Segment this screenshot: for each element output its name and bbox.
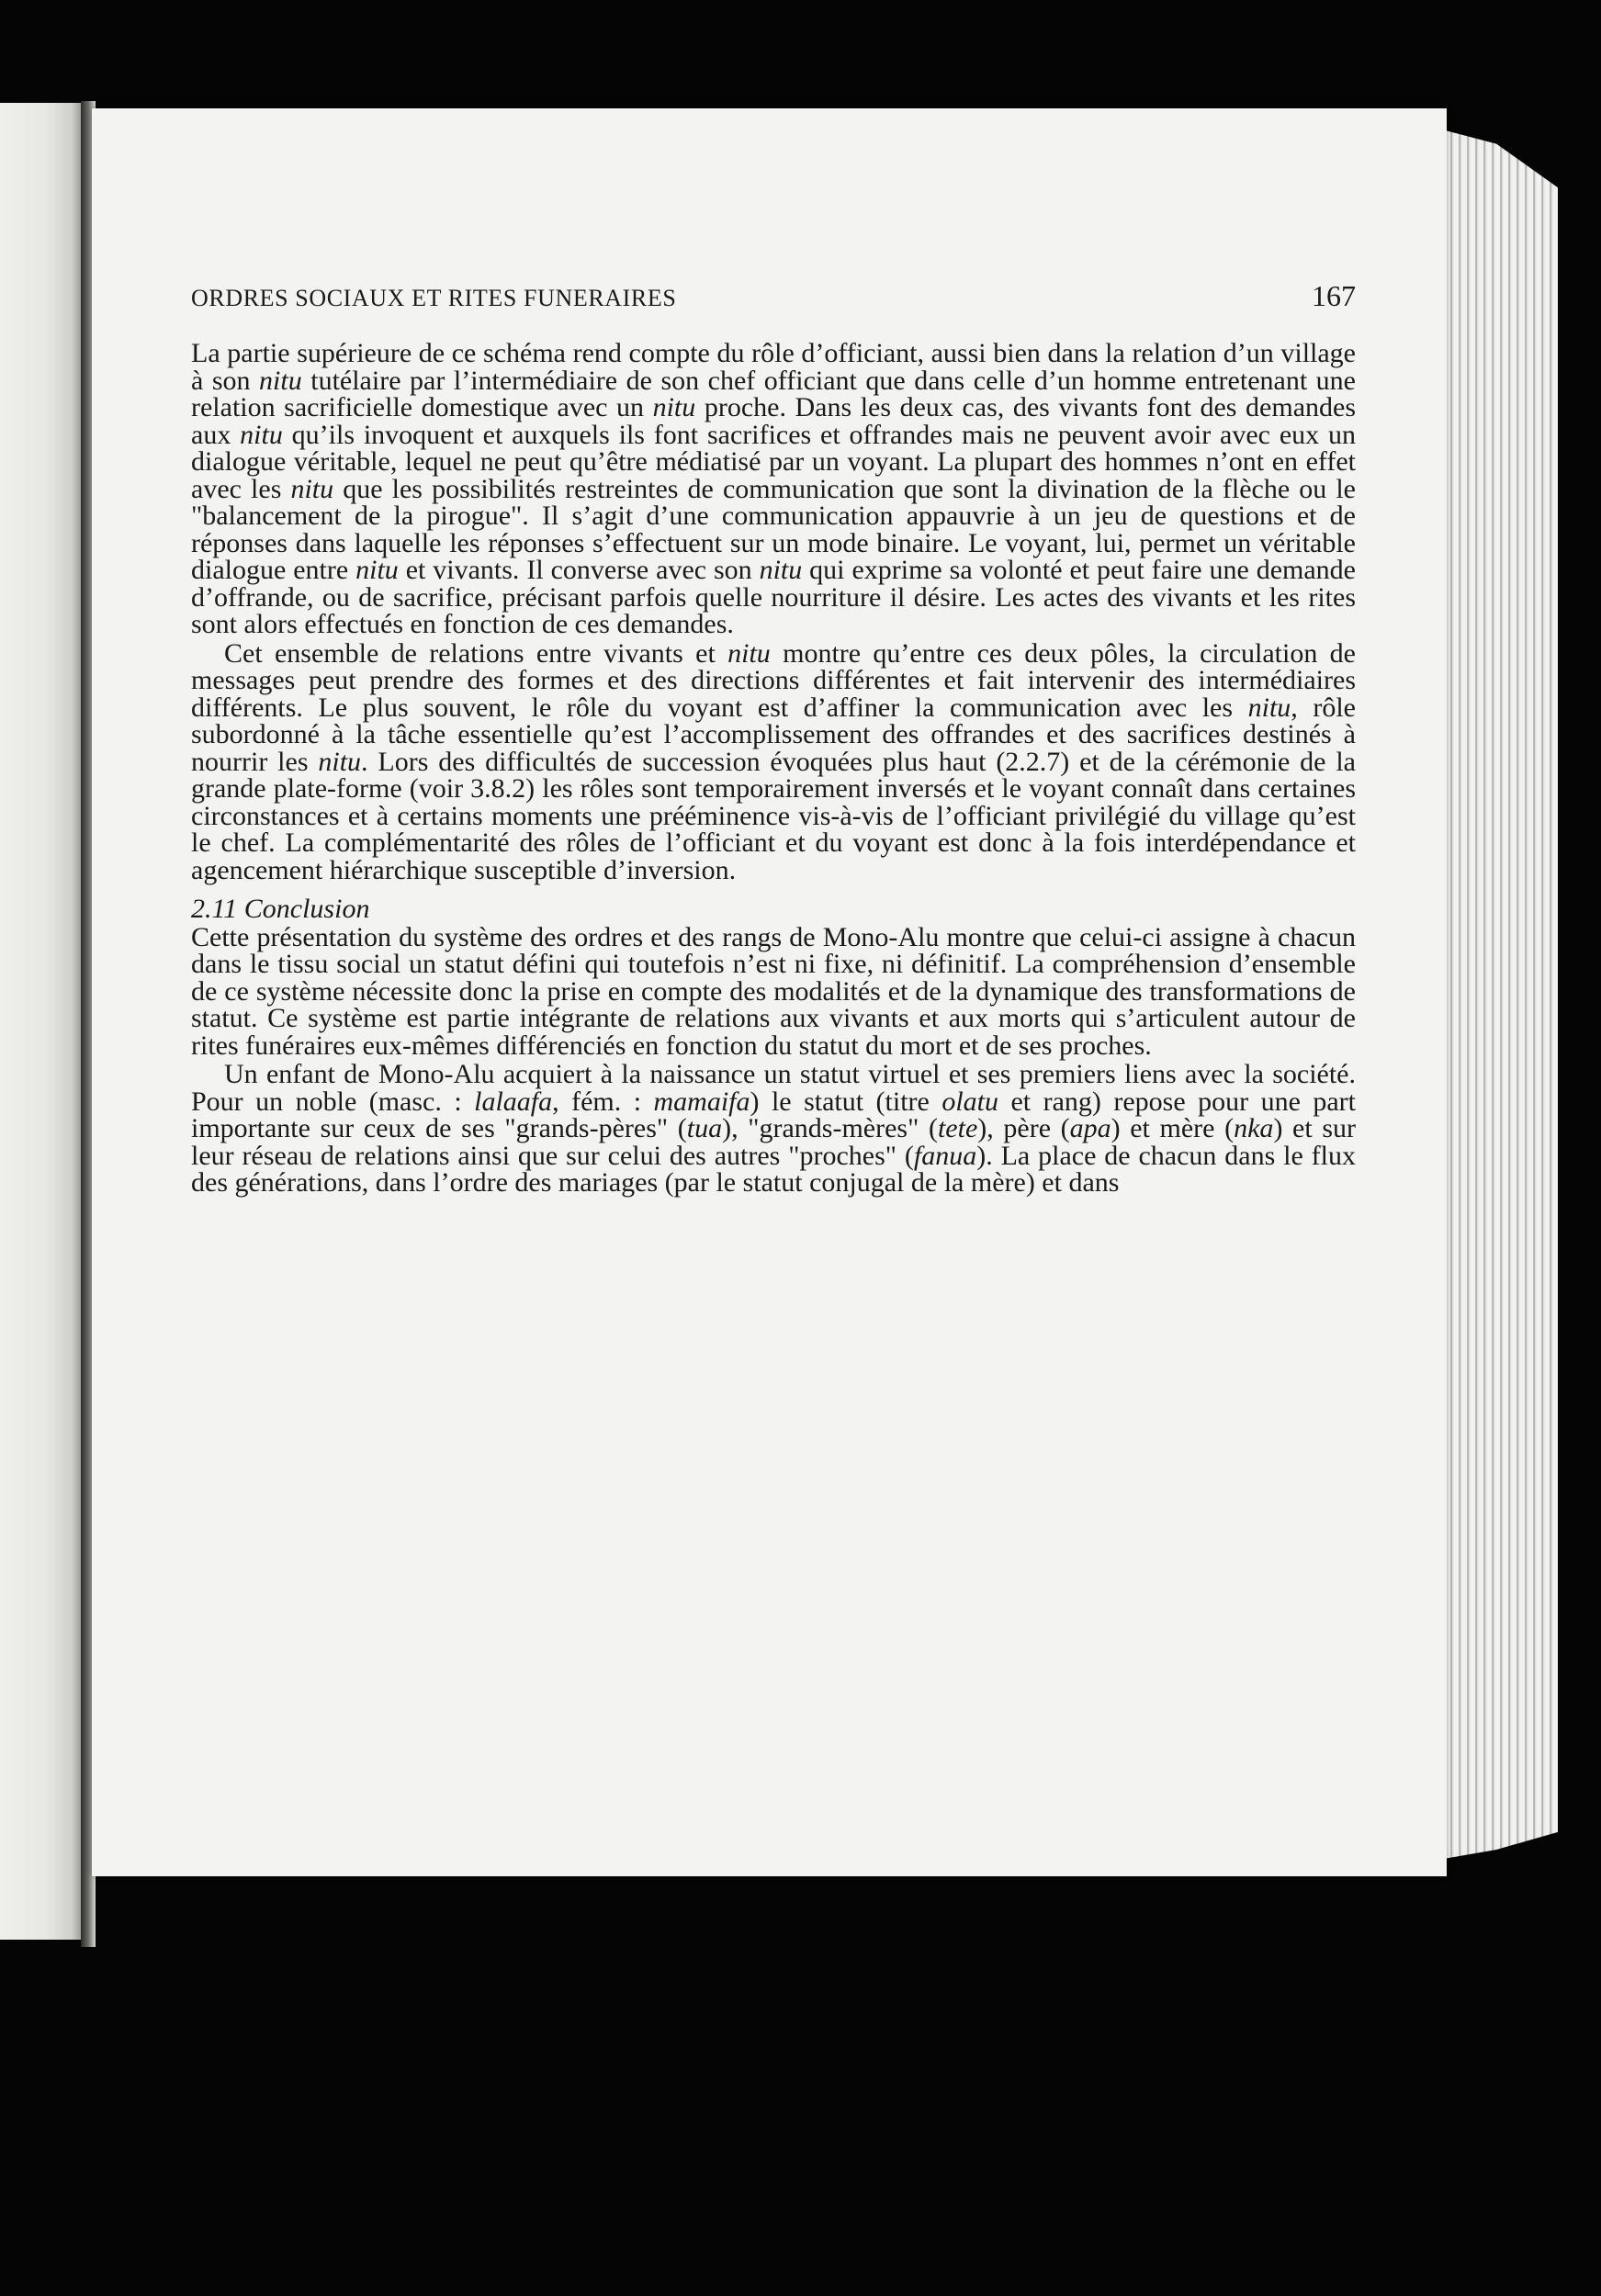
- text-run: ), père (: [977, 1113, 1070, 1143]
- text-run: La partie supérieure de ce schéma rend compte du rôle d’officiant, aussi bien dans la relation d’un village à son: [191, 338, 1356, 396]
- italic-term: fanua: [913, 1140, 977, 1171]
- text-run: montre qu’entre ces deux pôles, la circulation de messages peut prendre des formes et des directions différentes et fait intervenir des intermédiaires différents. Le plus souvent, le rôle du voyant est d’affiner la communication avec les: [191, 637, 1356, 723]
- paragraph: [191, 921, 1356, 1061]
- italic-term: nitu: [259, 365, 302, 396]
- text-run: qu’ils invoquent et auxquels ils font sacrifices et offrandes mais ne peuvent avoir avec eux un dialogue véritable, lequel ne peut qu’être médiatisé par un voyant. La plupart des hommes n’ont en effet avec les: [191, 419, 1356, 504]
- running-header: [191, 279, 1356, 316]
- text-run: Un enfant de Mono-Alu acquiert à la naissance un statut virtuel et ses premiers liens avec la société. Pour un noble (masc. :: [191, 1059, 1356, 1117]
- text-run: ) et sur leur réseau de relations ainsi que sur celui des autres "proches" (: [191, 1113, 1356, 1171]
- paragraph: [191, 1061, 1356, 1197]
- text-run: ). La place de chacun dans le flux des générations, dans l’ordre des mariages (par le statut conjugal de la mère) et dans: [191, 1140, 1357, 1198]
- text-run: . Lors des difficultés de succession évoquées plus haut (2.2.7) et de la cérémonie de la grande plate-forme (voir 3.8.2) les rôles sont temporairement inversés et le voyant connaît dans certaines circonstances et à certains moments une prééminence vis-à-vis de l’officiant privilégié du village qu’est le chef. La complémentarité des rôles de l’officiant et du voyant est donc à la fois interdépendance et agencement hiérarchique susceptible d’inversion.: [191, 746, 1356, 885]
- italic-term: lalaafa: [474, 1086, 553, 1117]
- text-run: ) le statut (titre: [750, 1086, 942, 1117]
- book-page: [92, 108, 1447, 1876]
- text-run: tutélaire par l’intermédiaire de son chef officiant que dans celle d’un homme entretenant une relation sacrificielle domestique avec un: [191, 365, 1356, 422]
- text-run: , fém. :: [552, 1086, 654, 1117]
- text-run: ) et mère (: [1111, 1113, 1235, 1143]
- text-run: 2.11 Conclusion: [191, 894, 370, 924]
- text-run: Cette présentation du système des ordres et des rangs de Mono-Alu montre que celui-ci assigne à chacun dans le tissu social un statut défini qui toutefois n’est ni fixe, ni définitif. La compréhension d’ensemble de ce système nécessite donc la prise en compte des modalités et de la dynamique des transformations de statut. Ce système est partie intégrante de relations aux vivants et aux morts qui s’articulent autour de rites funéraires eux-mêmes différenciés en fonction du statut du mort et de ses proches.: [191, 921, 1356, 1061]
- text-run: proche. Dans les deux cas, des vivants font des demandes aux: [191, 392, 1356, 450]
- text-run: et vivants. Il converse avec son: [398, 555, 760, 585]
- running-title: ORDRES SOCIAUX ET RITES FUNERAIRES: [191, 285, 677, 311]
- italic-term: nitu: [759, 555, 803, 585]
- italic-term: nka: [1234, 1113, 1274, 1143]
- italic-term: tete: [937, 1113, 978, 1143]
- body-text: [191, 340, 1356, 1197]
- italic-term: mamaifa: [653, 1086, 750, 1117]
- italic-term: nitu: [1247, 692, 1291, 723]
- text-run: que les possibilités restreintes de communication que sont la divination de la flèche ou le "balancement de la pirogue". Il s’agit d’une communication appauvrie à un jeu de questions et de réponses dans laquelle les réponses s’effectuent sur un mode binaire. Le voyant, lui, permet un véritable dialogue entre: [191, 473, 1356, 585]
- text-run: , rôle subordonné à la tâche essentielle qu’est l’accomplissement des offrandes et des sacrifices destinés à nourrir les: [191, 692, 1356, 777]
- text-run: ), "grands-mères" (: [722, 1113, 938, 1143]
- paragraph: [191, 340, 1356, 638]
- text-run: Cet ensemble de relations entre vivants et: [224, 637, 728, 669]
- section-heading: [191, 895, 1356, 923]
- paragraph: [191, 637, 1356, 885]
- text-run: qui exprime sa volonté et peut faire une demande d’offrande, ou de sacrifice, précisant parfois quelle nourriture il désire. Les actes des vivants et les rites sont alors effectués en fonction de ces demandes.: [191, 555, 1356, 639]
- italic-term: nitu: [318, 746, 362, 777]
- italic-term: nitu: [652, 392, 696, 422]
- facing-page-edge: [0, 103, 85, 1940]
- italic-term: tua: [686, 1113, 723, 1143]
- italic-term: nitu: [355, 555, 399, 585]
- italic-term: apa: [1069, 1113, 1111, 1143]
- text-run: et rang) repose pour une part importante sur ceux de ses "grands-pères" (: [191, 1086, 1356, 1143]
- italic-term: nitu: [727, 637, 771, 669]
- italic-term: nitu: [240, 419, 283, 450]
- page-number: 167: [1312, 279, 1356, 312]
- italic-term: nitu: [290, 473, 334, 504]
- italic-term: olatu: [941, 1086, 998, 1117]
